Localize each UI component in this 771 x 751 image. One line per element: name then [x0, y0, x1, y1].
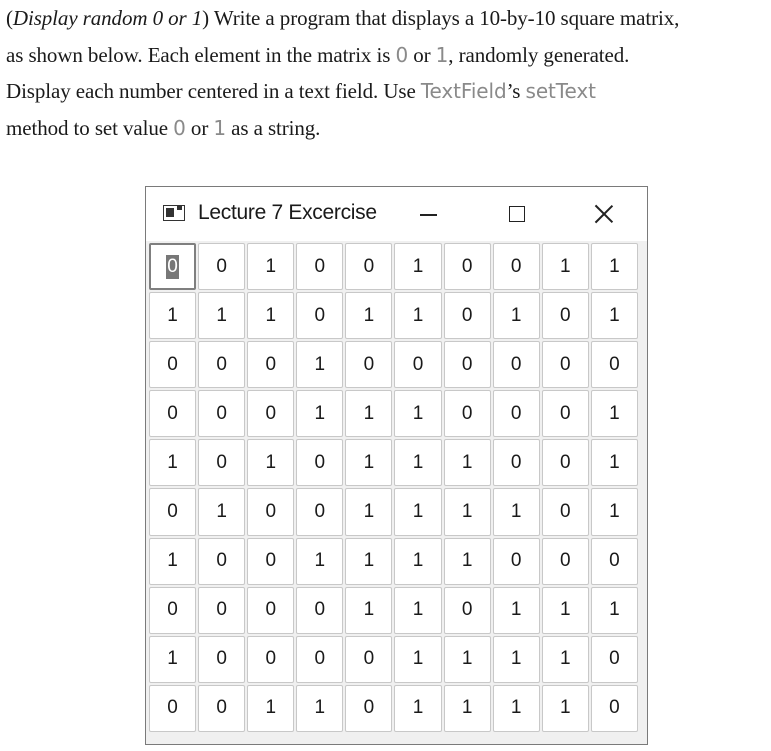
- matrix-cell-r9-c2[interactable]: [247, 685, 294, 732]
- matrix-cell-r1-c3[interactable]: [296, 292, 343, 339]
- maximize-icon: [509, 206, 525, 222]
- matrix-cell-r3-c5[interactable]: [394, 390, 441, 437]
- matrix-cell-r5-c0[interactable]: [149, 488, 196, 535]
- maximize-button[interactable]: [487, 187, 547, 241]
- matrix-cell-r0-c6[interactable]: [444, 243, 491, 290]
- matrix-cell-r2-c0[interactable]: [149, 341, 196, 388]
- matrix-cell-value: 0: [510, 451, 522, 473]
- matrix-cell-r8-c4[interactable]: [345, 636, 392, 683]
- matrix-cell-r9-c3[interactable]: [296, 685, 343, 732]
- matrix-cell-value: 1: [510, 648, 522, 670]
- matrix-cell-value: 1: [363, 599, 375, 621]
- matrix-cell-r6-c2[interactable]: [247, 538, 294, 585]
- matrix-cell-value: 1: [216, 304, 227, 326]
- matrix-cell-value: 1: [314, 697, 326, 719]
- matrix-cell-r0-c4[interactable]: [345, 243, 392, 290]
- matrix-cell-r3-c4[interactable]: [345, 390, 392, 437]
- matrix-cell-r2-c3[interactable]: [296, 341, 343, 388]
- matrix-cell-value: 0: [560, 402, 571, 424]
- matrix-cell-value: 0: [461, 353, 473, 375]
- matrix-cell-value: 1: [265, 451, 277, 473]
- matrix-cell-r3-c6[interactable]: [444, 390, 491, 437]
- matrix-cell-value: 0: [314, 451, 326, 473]
- matrix-cell-value: 1: [412, 501, 424, 523]
- matrix-cell-r5-c2[interactable]: [247, 488, 294, 535]
- problem-statement: [6, 0, 768, 146]
- matrix-cell-r5-c7[interactable]: [493, 488, 540, 535]
- matrix-cell-r3-c7[interactable]: [493, 390, 540, 437]
- matrix-cell-r8-c1[interactable]: [198, 636, 245, 683]
- matrix-cell-r3-c2[interactable]: [247, 390, 294, 437]
- minimize-button[interactable]: [398, 187, 458, 241]
- matrix-cell-r6-c3[interactable]: [296, 538, 343, 585]
- matrix-cell-r8-c6[interactable]: [444, 636, 491, 683]
- matrix-cell-r5-c8[interactable]: [542, 488, 589, 535]
- matrix-cell-value: 0: [412, 353, 424, 375]
- matrix-cell-value: 1: [560, 648, 571, 670]
- matrix-cell-value: 1: [510, 697, 522, 719]
- matrix-cell-r4-c3[interactable]: [296, 439, 343, 486]
- matrix-cell-value: 0: [167, 255, 178, 277]
- matrix-cell-r6-c1[interactable]: [198, 538, 245, 585]
- matrix-cell-value: 0: [216, 697, 227, 719]
- matrix-cell-r7-c7[interactable]: [493, 587, 540, 634]
- matrix-cell-r1-c6[interactable]: [444, 292, 491, 339]
- matrix-cell-r2-c2[interactable]: [247, 341, 294, 388]
- matrix-cell-r2-c4[interactable]: [345, 341, 392, 388]
- matrix-cell-value: 1: [560, 697, 571, 719]
- matrix-cell-r4-c2[interactable]: [247, 439, 294, 486]
- matrix-cell-r8-c8[interactable]: [542, 636, 589, 683]
- matrix-cell-r9-c1[interactable]: [198, 685, 245, 732]
- matrix-cell-value: 0: [216, 648, 227, 670]
- matrix-cell-value: 0: [167, 697, 178, 719]
- matrix-cell-r8-c0[interactable]: [149, 636, 196, 683]
- matrix-cell-value: 0: [461, 255, 473, 277]
- matrix-cell-r8-c3[interactable]: [296, 636, 343, 683]
- matrix-cell-r1-c2[interactable]: [247, 292, 294, 339]
- matrix-cell-r5-c1[interactable]: [198, 488, 245, 535]
- code-textfield: TextField: [420, 79, 507, 103]
- matrix-cell-r3-c8[interactable]: [542, 390, 589, 437]
- matrix-cell-value: 0: [560, 501, 571, 523]
- matrix-cell-value: 1: [510, 501, 522, 523]
- matrix-cell-value: 1: [314, 353, 326, 375]
- matrix-cell-value: 1: [363, 550, 375, 572]
- matrix-cell-value: 1: [510, 599, 522, 621]
- matrix-cell-r0-c7[interactable]: [493, 243, 540, 290]
- matrix-cell-value: 0: [363, 697, 375, 719]
- code-zero: 0: [173, 115, 186, 140]
- problem-line-1: (Display random 0 or 1) Write a program that displays a 10-by-10 square matrix,: [6, 6, 680, 30]
- matrix-cell-value: 0: [167, 501, 178, 523]
- matrix-cell-value: 1: [560, 599, 571, 621]
- matrix-cell-r2-c9[interactable]: [591, 341, 638, 388]
- close-icon: [593, 203, 615, 225]
- matrix-cell-value: 1: [510, 304, 522, 326]
- matrix-cell-value: 1: [412, 255, 424, 277]
- matrix-cell-value: 1: [265, 304, 277, 326]
- matrix-cell-value: 0: [510, 255, 522, 277]
- matrix-cell-r4-c8[interactable]: [542, 439, 589, 486]
- matrix-cell-r9-c6[interactable]: [444, 685, 491, 732]
- matrix-cell-value: 0: [510, 402, 522, 424]
- matrix-cell-r0-c0[interactable]: [149, 243, 196, 290]
- matrix-cell-value: 0: [609, 550, 620, 572]
- matrix-cell-r9-c5[interactable]: [394, 685, 441, 732]
- matrix-cell-r5-c3[interactable]: [296, 488, 343, 535]
- matrix-cell-value: 1: [461, 451, 473, 473]
- matrix-cell-value: 0: [265, 501, 277, 523]
- matrix-cell-value: 1: [363, 402, 375, 424]
- matrix-cell-value: 0: [314, 255, 326, 277]
- matrix-cell-value: 1: [412, 550, 424, 572]
- matrix-cell-r9-c8[interactable]: [542, 685, 589, 732]
- matrix-cell-r0-c8[interactable]: [542, 243, 589, 290]
- matrix-cell-r6-c6[interactable]: [444, 538, 491, 585]
- matrix-cell-value: 1: [461, 550, 473, 572]
- matrix-cell-value: 1: [609, 255, 620, 277]
- matrix-cell-r7-c8[interactable]: [542, 587, 589, 634]
- matrix-cell-r7-c2[interactable]: [247, 587, 294, 634]
- matrix-cell-r4-c5[interactable]: [394, 439, 441, 486]
- matrix-cell-r5-c9[interactable]: [591, 488, 638, 535]
- matrix-cell-value: 0: [216, 599, 227, 621]
- matrix-cell-value: 0: [314, 599, 326, 621]
- matrix-cell-r1-c4[interactable]: [345, 292, 392, 339]
- matrix-cell-value: 1: [314, 402, 326, 424]
- matrix-cell-value: 0: [560, 304, 571, 326]
- matrix-cell-r7-c5[interactable]: [394, 587, 441, 634]
- matrix-cell-value: 1: [314, 550, 326, 572]
- window-title: Lecture 7 Excercise: [198, 201, 377, 224]
- matrix-cell-r6-c5[interactable]: [394, 538, 441, 585]
- matrix-cell-r7-c3[interactable]: [296, 587, 343, 634]
- matrix-cell-r7-c0[interactable]: [149, 587, 196, 634]
- matrix-cell-value: 0: [314, 501, 326, 523]
- matrix-cell-r1-c5[interactable]: [394, 292, 441, 339]
- matrix-cell-r9-c0[interactable]: [149, 685, 196, 732]
- matrix-cell-r7-c1[interactable]: [198, 587, 245, 634]
- matrix-cell-value: 0: [363, 353, 375, 375]
- matrix-cell-r6-c9[interactable]: [591, 538, 638, 585]
- matrix-cell-r5-c4[interactable]: [345, 488, 392, 535]
- matrix-cell-value: 1: [412, 648, 424, 670]
- matrix-cell-value: 1: [167, 451, 178, 473]
- problem-line-2: as shown below. Each element in the matrix is 0 or 1, randomly generated.: [6, 42, 630, 67]
- matrix-cell-value: 1: [412, 402, 424, 424]
- matrix-cell-r7-c6[interactable]: [444, 587, 491, 634]
- matrix-cell-value: 0: [560, 550, 571, 572]
- matrix-cell-r0-c9[interactable]: [591, 243, 638, 290]
- matrix-cell-value: 1: [609, 451, 620, 473]
- matrix-cell-value: 1: [461, 697, 473, 719]
- matrix-cell-value: 0: [609, 648, 620, 670]
- matrix-cell-r2-c1[interactable]: [198, 341, 245, 388]
- matrix-cell-r2-c8[interactable]: [542, 341, 589, 388]
- matrix-cell-r6-c8[interactable]: [542, 538, 589, 585]
- matrix-cell-r8-c2[interactable]: [247, 636, 294, 683]
- matrix-cell-value: 0: [167, 599, 178, 621]
- matrix-cell-r2-c5[interactable]: [394, 341, 441, 388]
- matrix-cell-r9-c9[interactable]: [591, 685, 638, 732]
- matrix-cell-value: 1: [412, 599, 424, 621]
- matrix-cell-value: 1: [167, 648, 178, 670]
- matrix-cell-value: 1: [167, 550, 178, 572]
- matrix-cell-value: 0: [216, 255, 227, 277]
- matrix-cell-r4-c6[interactable]: [444, 439, 491, 486]
- matrix-cell-r3-c0[interactable]: [149, 390, 196, 437]
- matrix-cell-r1-c1[interactable]: [198, 292, 245, 339]
- matrix-cell-r2-c6[interactable]: [444, 341, 491, 388]
- code-zero: 0: [395, 42, 409, 67]
- matrix-cell-r4-c7[interactable]: [493, 439, 540, 486]
- matrix-cell-value: 0: [314, 648, 326, 670]
- matrix-cell-value: 1: [609, 501, 620, 523]
- matrix-cell-value: 0: [609, 353, 620, 375]
- matrix-cell-r8-c9[interactable]: [591, 636, 638, 683]
- problem-title: Display random 0 or 1: [12, 6, 203, 30]
- matrix-cell-value: 0: [216, 402, 227, 424]
- matrix-cell-r0-c2[interactable]: [247, 243, 294, 290]
- problem-line-4: method to set value 0 or 1 as a string.: [6, 115, 321, 140]
- matrix-cell-value: 0: [265, 402, 277, 424]
- matrix-cell-value: 1: [609, 304, 620, 326]
- code-settext: setText: [525, 79, 596, 103]
- matrix-cell-r8-c7[interactable]: [493, 636, 540, 683]
- matrix-cell-r6-c4[interactable]: [345, 538, 392, 585]
- matrix-cell-r7-c4[interactable]: [345, 587, 392, 634]
- matrix-cell-value: 1: [363, 304, 375, 326]
- matrix-cell-r0-c1[interactable]: [198, 243, 245, 290]
- matrix-cell-r4-c0[interactable]: [149, 439, 196, 486]
- matrix-cell-value: 0: [314, 304, 326, 326]
- matrix-cell-value: 1: [216, 501, 227, 523]
- matrix-cell-value: 0: [461, 304, 473, 326]
- matrix-cell-r4-c4[interactable]: [345, 439, 392, 486]
- close-button[interactable]: [574, 187, 634, 241]
- matrix-cell-value: 0: [265, 599, 277, 621]
- matrix-cell-r2-c7[interactable]: [493, 341, 540, 388]
- matrix-cell-value: 0: [265, 353, 277, 375]
- matrix-cell-r4-c9[interactable]: [591, 439, 638, 486]
- matrix-cell-value: 0: [216, 451, 227, 473]
- matrix-cell-value: 1: [412, 451, 424, 473]
- matrix-cell-value: 1: [167, 304, 178, 326]
- matrix-cell-value: 1: [461, 648, 473, 670]
- matrix-cell-value: 0: [461, 599, 473, 621]
- matrix-cell-value: 0: [167, 402, 178, 424]
- matrix-cell-value: 1: [412, 697, 424, 719]
- app-window: [145, 186, 648, 745]
- matrix-cell-r3-c3[interactable]: [296, 390, 343, 437]
- matrix-cell-r6-c0[interactable]: [149, 538, 196, 585]
- matrix-cell-r8-c5[interactable]: [394, 636, 441, 683]
- matrix-cell-r3-c1[interactable]: [198, 390, 245, 437]
- matrix-cell-r5-c6[interactable]: [444, 488, 491, 535]
- matrix-cell-value: 1: [412, 304, 424, 326]
- matrix-grid: [148, 242, 639, 742]
- matrix-cell-r5-c5[interactable]: [394, 488, 441, 535]
- matrix-cell-value: 0: [510, 353, 522, 375]
- matrix-cell-value: 0: [167, 353, 178, 375]
- matrix-cell-value: 0: [265, 648, 277, 670]
- matrix-cell-value: 0: [216, 550, 227, 572]
- app-window-icon: [163, 205, 185, 221]
- matrix-cell-r6-c7[interactable]: [493, 538, 540, 585]
- matrix-cell-value: 1: [363, 501, 375, 523]
- matrix-cell-value: 0: [560, 353, 571, 375]
- matrix-cell-value: 0: [560, 451, 571, 473]
- matrix-cell-r0-c5[interactable]: [394, 243, 441, 290]
- matrix-cell-value: 0: [609, 697, 620, 719]
- matrix-cell-value: 0: [363, 255, 375, 277]
- matrix-cell-value: 0: [461, 402, 473, 424]
- minimize-icon: [420, 214, 437, 216]
- matrix-cell-value: 1: [265, 697, 277, 719]
- code-one: 1: [213, 115, 226, 140]
- matrix-cell-r0-c3[interactable]: [296, 243, 343, 290]
- matrix-cell-r1-c0[interactable]: [149, 292, 196, 339]
- matrix-cell-r1-c7[interactable]: [493, 292, 540, 339]
- matrix-cell-r4-c1[interactable]: [198, 439, 245, 486]
- matrix-cell-value: 0: [216, 353, 227, 375]
- matrix-cell-value: 1: [560, 255, 571, 277]
- matrix-cell-r1-c9[interactable]: [591, 292, 638, 339]
- matrix-cell-value: 0: [510, 550, 522, 572]
- matrix-cell-r1-c8[interactable]: [542, 292, 589, 339]
- matrix-cell-value: 1: [265, 255, 277, 277]
- matrix-cell-value: 0: [265, 550, 277, 572]
- problem-line-3: Display each number centered in a text field. Use TextField’s setText: [6, 79, 596, 103]
- matrix-cell-r9-c7[interactable]: [493, 685, 540, 732]
- matrix-cell-r7-c9[interactable]: [591, 587, 638, 634]
- matrix-cell-value: 1: [609, 402, 620, 424]
- matrix-cell-value: 0: [363, 648, 375, 670]
- matrix-cell-r3-c9[interactable]: [591, 390, 638, 437]
- title-bar[interactable]: [146, 187, 647, 241]
- matrix-cell-value: 1: [461, 501, 473, 523]
- matrix-cell-value: 1: [363, 451, 375, 473]
- code-one: 1: [435, 42, 449, 67]
- matrix-cell-r9-c4[interactable]: [345, 685, 392, 732]
- matrix-cell-value: 1: [609, 599, 620, 621]
